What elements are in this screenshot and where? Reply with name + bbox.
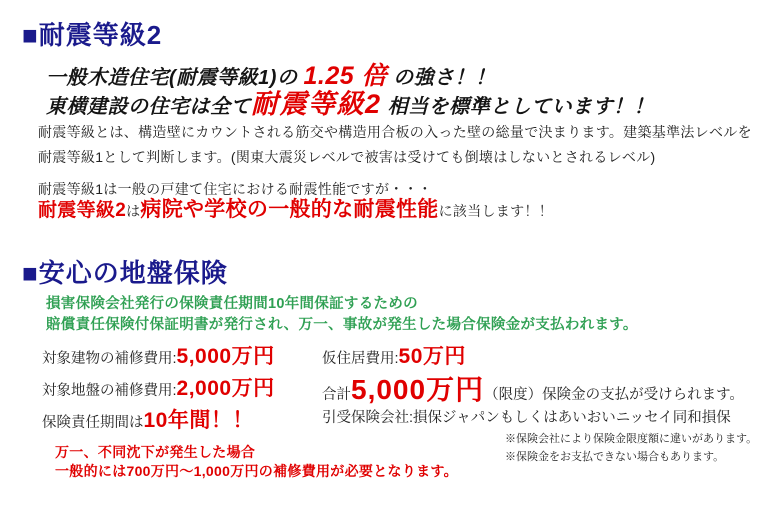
insurance-note-1: ※保険会社により保険金限度額に違いがあります。 [505,433,757,445]
total-payout-pre: 合計 [322,387,351,403]
headline2-pre: 東横建設の住宅は全て [46,96,251,118]
insurance-intro-line2: 賠償責任保険付保証明書が発行され、万一、事故が発生した場合保険金が支払われます。 [46,317,638,333]
seismic-description-1 [38,120,752,170]
insurance-note-2: ※保険金をお支払できない場合もあります。 [505,451,725,463]
temporary-housing-cost-label: 仮住居費用: [322,351,399,367]
seismic-description-2-line1: 耐震等級1は一般の戸建て住宅における耐震性能ですが・・・ [38,181,433,197]
desc2-mid: は [126,203,141,219]
desc2-emphasis-performance: 病院や学校の一般的な耐震性能 [140,198,439,221]
liability-period-row [42,404,254,434]
insurance-notes [505,430,757,466]
ground-repair-cost-value: 2,000万円 [176,377,275,400]
ground-repair-cost-label: 対象地盤の補修費用: [42,383,177,399]
liability-period-label: 保険責任期間は [42,415,144,431]
building-repair-cost-row [42,340,275,370]
total-payout-post: （限度）保険金の支払が受けられます。 [484,387,744,403]
seismic-description-2-line2 [38,198,553,221]
headline2-emphasis: 耐震等級2 [251,89,382,119]
seismic-description-1-line2: 耐震等級1として判断します。(関東大震災レベルで被害は受けても倒壊はしないとされるレベル) [38,149,656,165]
ground-repair-cost-row [42,372,275,402]
insurance-intro [46,294,638,336]
building-repair-cost-label: 対象建物の補修費用: [42,351,177,367]
desc2-post: に該当します！！ [438,203,553,219]
liability-period-value: 10年間！！ [143,409,254,432]
insurance-intro-line1: 損害保険会社発行の保険責任期間10年間保証するための [46,296,418,312]
settlement-warning [55,443,458,481]
headline2-post: 相当を標準としています！！ [381,96,655,118]
settlement-warning-line2: 一般的には700万円～1,000万円の補修費用が必要となります。 [55,463,458,479]
seismic-headline-2 [46,82,654,121]
total-payout-value: 5,000万円 [351,374,485,405]
seismic-description-2 [38,181,553,220]
headline1-pre: 一般木造住宅(耐震等級1)の [46,67,304,89]
seismic-description-1-line1: 耐震等級とは、構造壁にカウントされる筋交や構造用合板の入った壁の総量で決まります。建築基準法レベルを [38,124,752,140]
building-repair-cost-value: 5,000万円 [176,345,275,368]
desc2-emphasis-grade: 耐震等級2 [38,200,127,221]
headline1-emphasis: 1.25 倍 [303,62,388,90]
headline1-post: の強さ！！ [387,67,496,89]
underwriter-line: 引受保険会社:損保ジャパンもしくはあいおいニッセイ同和損保 [322,410,731,426]
temporary-housing-cost-row [322,340,466,370]
temporary-housing-cost-value: 50万円 [398,345,466,368]
total-payout-row [322,368,744,408]
settlement-warning-line1: 万一、不同沈下が発生した場合 [55,444,256,460]
insurance-section-title: ■安心の地盤保険 [22,258,228,288]
seismic-section-title: ■耐震等級2 [22,20,163,50]
